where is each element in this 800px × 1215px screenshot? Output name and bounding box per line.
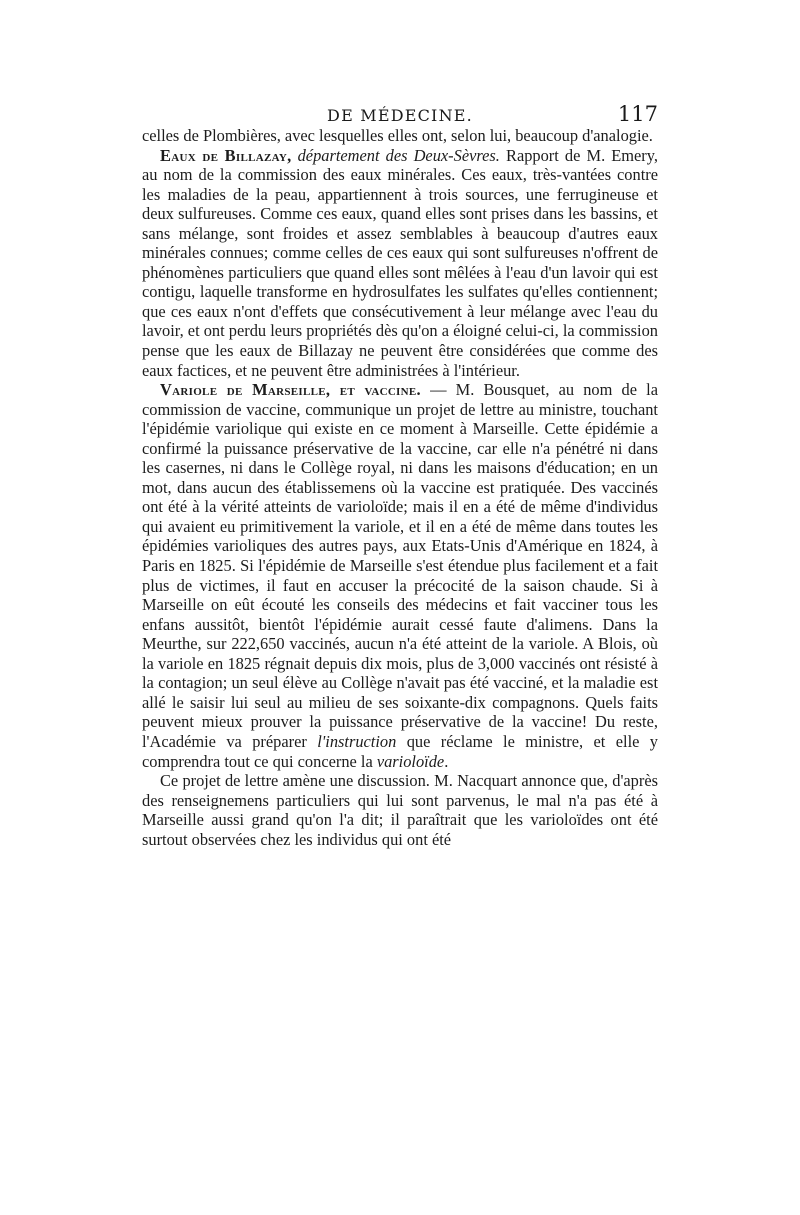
body-text-run: Ce projet de lettre amène une discussion. M. Nacquart annonce que, d'après des renseignemens particuliers qui lui sont parvenus, le mal n'a pas été à Marseille aussi grand qu'on l'a dit; il paraîtrait que les varioloïdes ont été surtout observées chez les individus qui ont été xyxy=(142,771,658,849)
body-text-run: celles de Plombières, avec lesquelles elles ont, selon lui, beaucoup d'analogie. xyxy=(142,126,653,145)
paragraph xyxy=(142,126,658,146)
body-text xyxy=(142,126,658,849)
italic-text: département des Deux-Sèvres. xyxy=(291,145,500,165)
section-lead: Variole de Marseille, et vaccine. xyxy=(160,380,421,400)
body-text-run: Rapport de M. Emery, au nom de la commission des eaux minérales. Ces eaux, très-vantées contre les maladies de la peau, appartiennent à trois sources, une ferrugineuse et deux sulfureuses. Comme ces eaux, quand elles sont prises dans les bassins, et sans mélange, sont froides et assez semblables à beaucoup d'autres eaux minérales connues; comme celles de ces eaux qui sont sulfureuses n'offrent de phénomènes particuliers que quand elles sont mêlées à l'eau d'un lavoir qui est contigu, laquelle transforme en hydrosulfates les sulfates qu'elles contiennent; que ces eaux n'ont d'effets que consécutivement à leur mélange avec l'eau du lavoir, et ont perdu leurs propriétés dès qu'on a éloigné celui-ci, la commission pense que les eaux de Billazay ne peuvent être considérées que comme des eaux factices, et ne peuvent être administrées à l'intérieur. xyxy=(142,145,658,380)
italic-text: l'instruction xyxy=(317,731,397,751)
section-lead: Eaux de Billazay, xyxy=(160,145,292,165)
paragraph xyxy=(142,380,658,771)
paragraph xyxy=(142,146,658,381)
paragraph xyxy=(142,771,658,849)
body-text-run: — M. Bousquet, au nom de la commission de vaccine, communique un projet de lettre au ministre, touchant l'épidémie variolique qui existe en ce moment à Marseille. Cette épidémie a confirmé la puissance préservative de la vaccine, car elle n'a pénétré ni dans les casernes, ni dans le Collège royal, ni dans les maisons d'éducation; en un mot, dans aucun des établissemens où la vaccine est pratiquée. Des vaccinés ont été à la vérité atteints de varioloïde; mais il en a été de même d'individus qui avaient eu primitivement la variole, et il en a été de même dans toutes les épidémies varioliques des autres pays, aux Etats-Unis d'Amérique en 1824, à Paris en 1825. Si l'épidémie de Marseille s'est étendue plus facilement et a fait plus de victimes, il faut en accuser la précocité de la saison chaude. Si à Marseille on eût écouté les conseils des médecins et fait vacciner tous les enfans aussitôt, bientôt l'épidémie aurait cessé faute d'alimens. Dans la Meurthe, sur 222,650 vaccinés, aucun n'a été atteint de la variole. A Blois, où la variole en 1825 régnait depuis dix mois, plus de 3,000 vaccinés ont résisté à la contagion; un seul élève au Collège n'avait pas été vacciné, et la maladie est allé le saisir lui seul au milieu de ses soixante-dix compagnons. Quels faits peuvent mieux prouver la puissance préservative de la vaccine! Du reste, l'Académie va préparer xyxy=(142,380,658,751)
page-number: 117 xyxy=(617,102,658,126)
italic-text: varioloïde xyxy=(376,751,445,771)
running-head: DE MÉDECINE. xyxy=(327,106,473,125)
body-text-run: que réclame le ministre, et elle y comprendra tout ce qui concerne la xyxy=(142,731,658,771)
body-text-run: . xyxy=(444,751,449,771)
